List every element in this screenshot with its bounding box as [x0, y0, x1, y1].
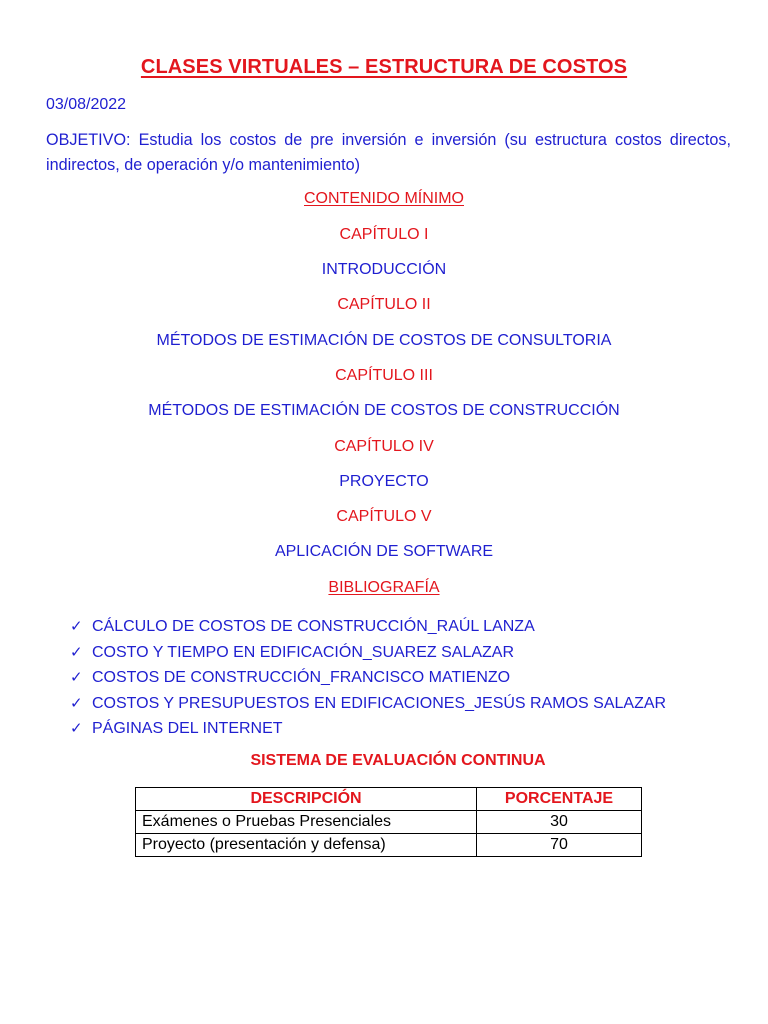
- evaluation-heading: SISTEMA DE EVALUACIÓN CONTINUA: [250, 752, 546, 769]
- table-row: [136, 811, 642, 834]
- chapter-label: CAPÍTULO I: [339, 226, 429, 243]
- chapter-label: CAPÍTULO III: [335, 367, 433, 384]
- row-percentage: 30: [477, 811, 642, 834]
- objective-paragraph: OBJETIVO: Estudia los costos de pre inversión e inversión (su estructura costos directos, indirectos, de operación y/o mantenimiento): [46, 131, 731, 174]
- checkmark-icon: ✓: [70, 669, 83, 686]
- chapter-name: APLICACIÓN DE SOFTWARE: [274, 543, 494, 560]
- bibliography-item: ✓ CÁLCULO DE COSTOS DE CONSTRUCCIÓN_RAÚL LANZA: [70, 614, 666, 640]
- chapter-name: PROYECTO: [339, 473, 429, 490]
- column-header-percentage: PORCENTAJE: [477, 788, 642, 811]
- row-description: Exámenes o Pruebas Presenciales: [136, 811, 477, 834]
- document-date: 03/08/2022: [46, 96, 127, 113]
- table-header-row: [136, 788, 642, 811]
- chapter-label: CAPÍTULO II: [337, 296, 431, 313]
- column-header-description: DESCRIPCIÓN: [136, 788, 477, 811]
- chapter-label: CAPÍTULO IV: [334, 438, 434, 455]
- content-heading: CONTENIDO MÍNIMO: [304, 190, 464, 207]
- evaluation-table: [135, 787, 642, 857]
- chapter-label: CAPÍTULO V: [336, 508, 432, 525]
- row-description: Proyecto (presentación y defensa): [136, 834, 477, 857]
- bibliography-item: ✓ COSTOS Y PRESUPUESTOS EN EDIFICACIONES_JESÚS RAMOS SALAZAR: [70, 691, 666, 717]
- document-title: CLASES VIRTUALES – ESTRUCTURA DE COSTOS: [140, 56, 628, 78]
- chapter-name: INTRODUCCIÓN: [321, 261, 447, 278]
- chapter-name: MÉTODOS DE ESTIMACIÓN DE COSTOS DE CONSULTORIA: [156, 332, 612, 349]
- bibliography-list: [70, 614, 666, 742]
- table-row: [136, 834, 642, 857]
- chapter-name: MÉTODOS DE ESTIMACIÓN DE COSTOS DE CONSTRUCCIÓN: [148, 402, 620, 419]
- bibliography-item: ✓ COSTOS DE CONSTRUCCIÓN_FRANCISCO MATIENZO: [70, 665, 666, 691]
- checkmark-icon: ✓: [70, 694, 83, 712]
- bibliography-item: ✓ COSTO Y TIEMPO EN EDIFICACIÓN_SUAREZ SALAZAR: [70, 640, 666, 666]
- checkmark-icon: ✓: [70, 643, 83, 661]
- bibliography-item: ✓ PÁGINAS DEL INTERNET: [70, 716, 666, 742]
- checkmark-icon: ✓: [70, 720, 83, 737]
- checkmark-icon: ✓: [70, 618, 83, 635]
- bibliography-heading: BIBLIOGRAFÍA: [328, 579, 440, 596]
- row-percentage: 70: [477, 834, 642, 857]
